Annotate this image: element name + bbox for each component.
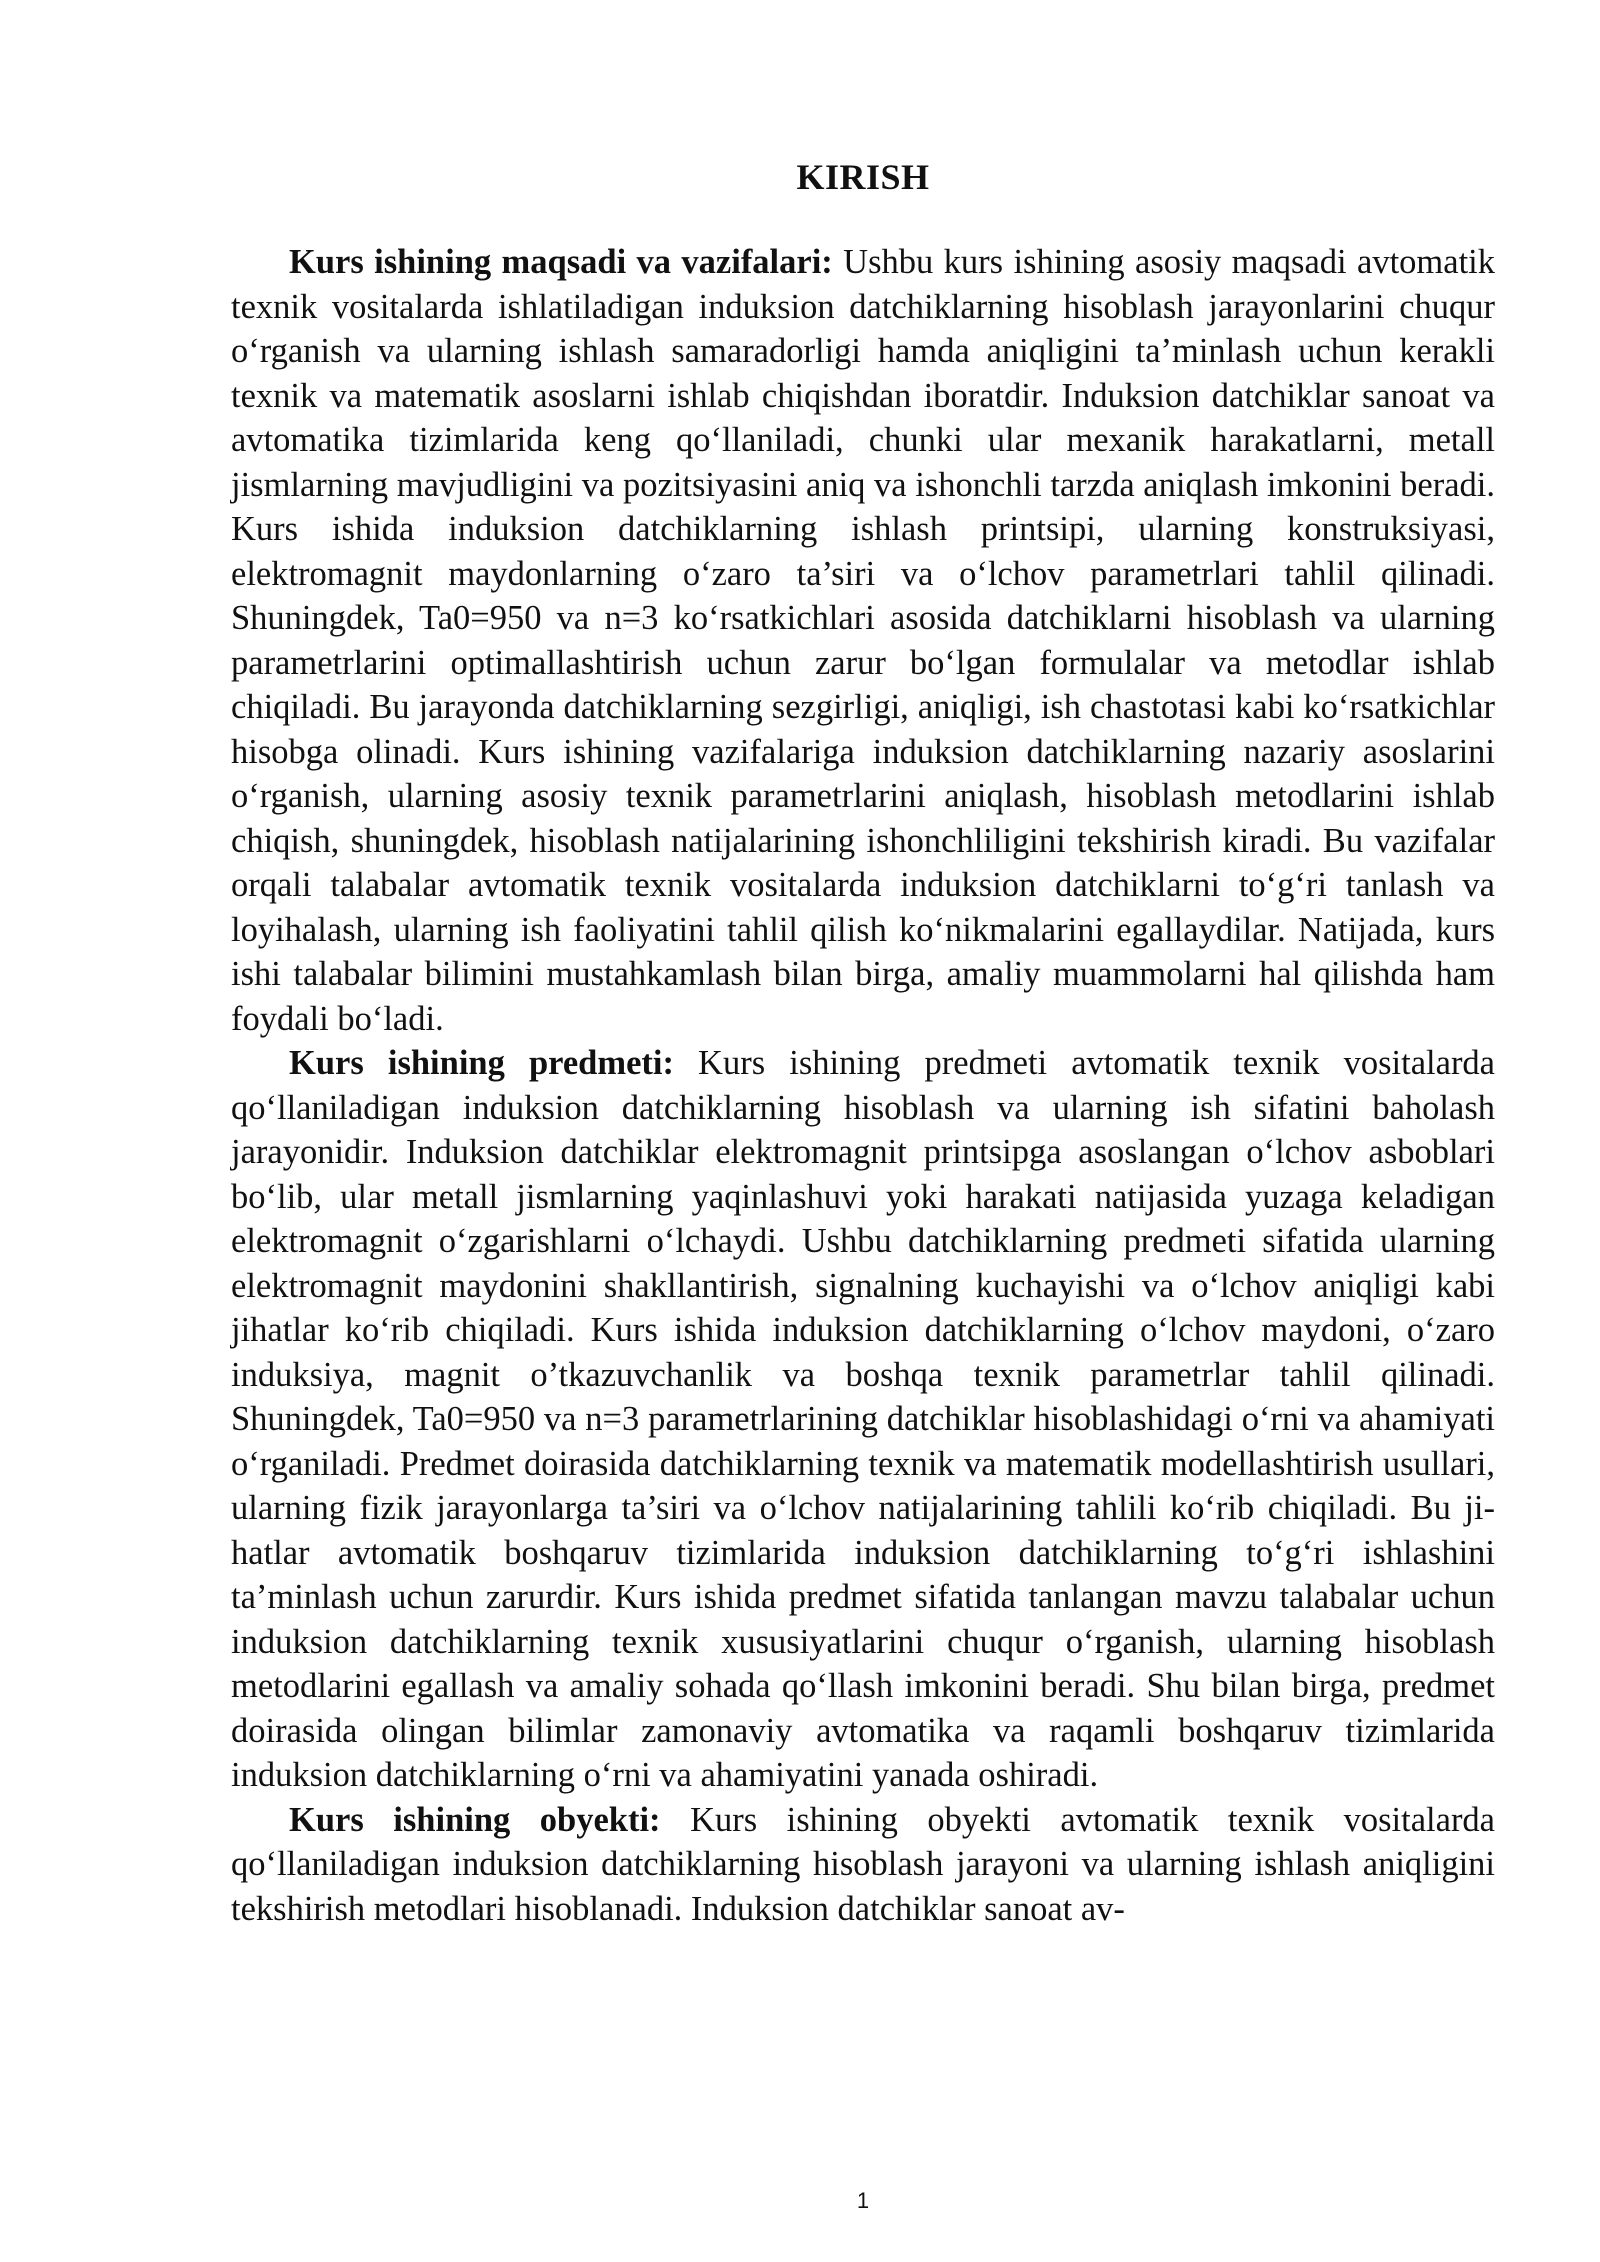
- paragraph-object: [231, 1798, 1495, 1932]
- paragraph-goals-text: Ushbu kurs ishining asosiy maqsadi avtomatik texnik vositalarda ishlatiladigan induksion datchiklarning hisoblash jarayonlarini chuqur o‘rganish va ularning ishlash samaradorligi hamda aniqligini ta’minlash uchun kerakli texnik va matematik asoslarni ishlab chiqishdan iboratdir. Induksion datchiklar sanoat va avtomatika tizimlarida keng qo‘llaniladi, chunki ular mexanik harakatlarni, metall jismlarning mavjudligini va pozitsiyasini aniq va ishonchli tarzda aniqlash imkonini beradi. Kurs ishida induksion datchiklarning ishlash printsipi, ularning konstruksiyasi, elektromagnit maydonlarning o‘zaro ta’siri va o‘lchov parametrlari tahlil qilinadi. Shuningdek, Ta0=950 va n=3 ko‘rsatkichlari asosida datchiklarni hisoblash va ularning parametrlarini optimallashtirish uchun zarur bo‘lgan formulalar va metodlar ishlab chiqiladi. Bu jarayonda datchiklarning sezgirligi, aniqligi, ish chastotasi kabi ko‘rsatkichlar hisobga olinadi. Kurs ishining vazifalariga induksion datchiklarning nazariy asoslarini o‘rganish, ularning asosiy texnik parametrlarini aniqlash, hisoblash metodlarini ishlab chiqish, shuningdek, hisoblash natijalarining ishonchliligini tekshirish kiradi. Bu vazifalar orqali talabalar avtomatik texnik vositalarda induksion datchiklarni to‘g‘ri tanlash va loyihalash, ularning ish faoliyatini tahlil qilish ko‘nikmalarini egallaydilar. Natijada, kurs ishi talabalar bilimini mustahkamlash bilan birga, amaliy muammolarni hal qilishda ham foydali bo‘ladi.: [231, 243, 1495, 1038]
- page-title: KIRISH: [796, 157, 930, 197]
- paragraph-subject: [231, 1041, 1495, 1798]
- paragraph-subject-text: Kurs ishining predmeti avtomatik texnik vositalarda qo‘llaniladigan induksion datchiklarning hisoblash va ularning ish sifatini baholash jarayonidir. Induksion datchiklar elektromagnit printsipga asoslangan o‘lchov asboblari bo‘lib, ular metall jismlarning yaqinlashuvi yoki harakati natijasida yuzaga keladigan elektromagnit o‘zgarishlarni o‘lchaydi. Ushbu datchiklarning predmeti sifatida ularning elektromagnit maydonini shakllantirish, signalning kuchayishi va o‘lchov aniqligi kabi jihatlar ko‘rib chiqiladi. Kurs ishida induksion datchiklarning o‘lchov maydoni, o‘zaro induksiya, magnit o’tkazuvchanlik va boshqa texnik parametrlar tahlil qilinadi. Shuningdek, Ta0=950 va n=3 parametrlarining datchiklar hisoblashidagi o‘rni va ahamiyati o‘rganiladi. Predmet doirasida datchiklarning texnik va matematik modellashtirish usullari, ularning fizik jarayonlarga ta’siri va o‘lchov natijalarining tahlili ko‘rib chiqiladi. Bu jihatlar avtomatik boshqaruv tizimlarida induksion datchiklarning to‘g‘ri ishlashini ta’minlash uchun zarurdir. Kurs ishida predmet sifatida tanlangan mavzu talabalar uchun induksion datchiklarning texnik xususiyatlarini chuqur o‘rganish, ularning hisoblash metodlarini egallash va amaliy sohada qo‘llash imkonini beradi. Shu bilan birga, predmet doirasida olingan bilimlar zamonaviy avtomatika va raqamli boshqaruv tizimlarida induksion datchiklarning o‘rni va ahamiyatini yanada oshiradi.: [231, 1044, 1495, 1794]
- page-number: 1: [856, 2188, 870, 2213]
- paragraph-object-text: Kurs ishining obyekti avtomatik texnik vositalarda qo‘llaniladigan induksion datchiklarning hisoblash jarayoni va ularning ishlash aniqligini tekshirish metodlari hisoblanadi. Induksion datchiklar sanoat av-: [231, 1800, 1495, 1928]
- body-text: [231, 240, 1495, 1931]
- paragraph-object-heading: Kurs ishining obyekti:: [289, 1800, 661, 1839]
- paragraph-goals-heading: Kurs ishining maqsadi va vazifalari:: [289, 243, 833, 281]
- paragraph-goals: [231, 240, 1495, 1041]
- document-page: [231, 0, 1495, 2262]
- paragraph-subject-heading: Kurs ishining predmeti:: [289, 1044, 674, 1082]
